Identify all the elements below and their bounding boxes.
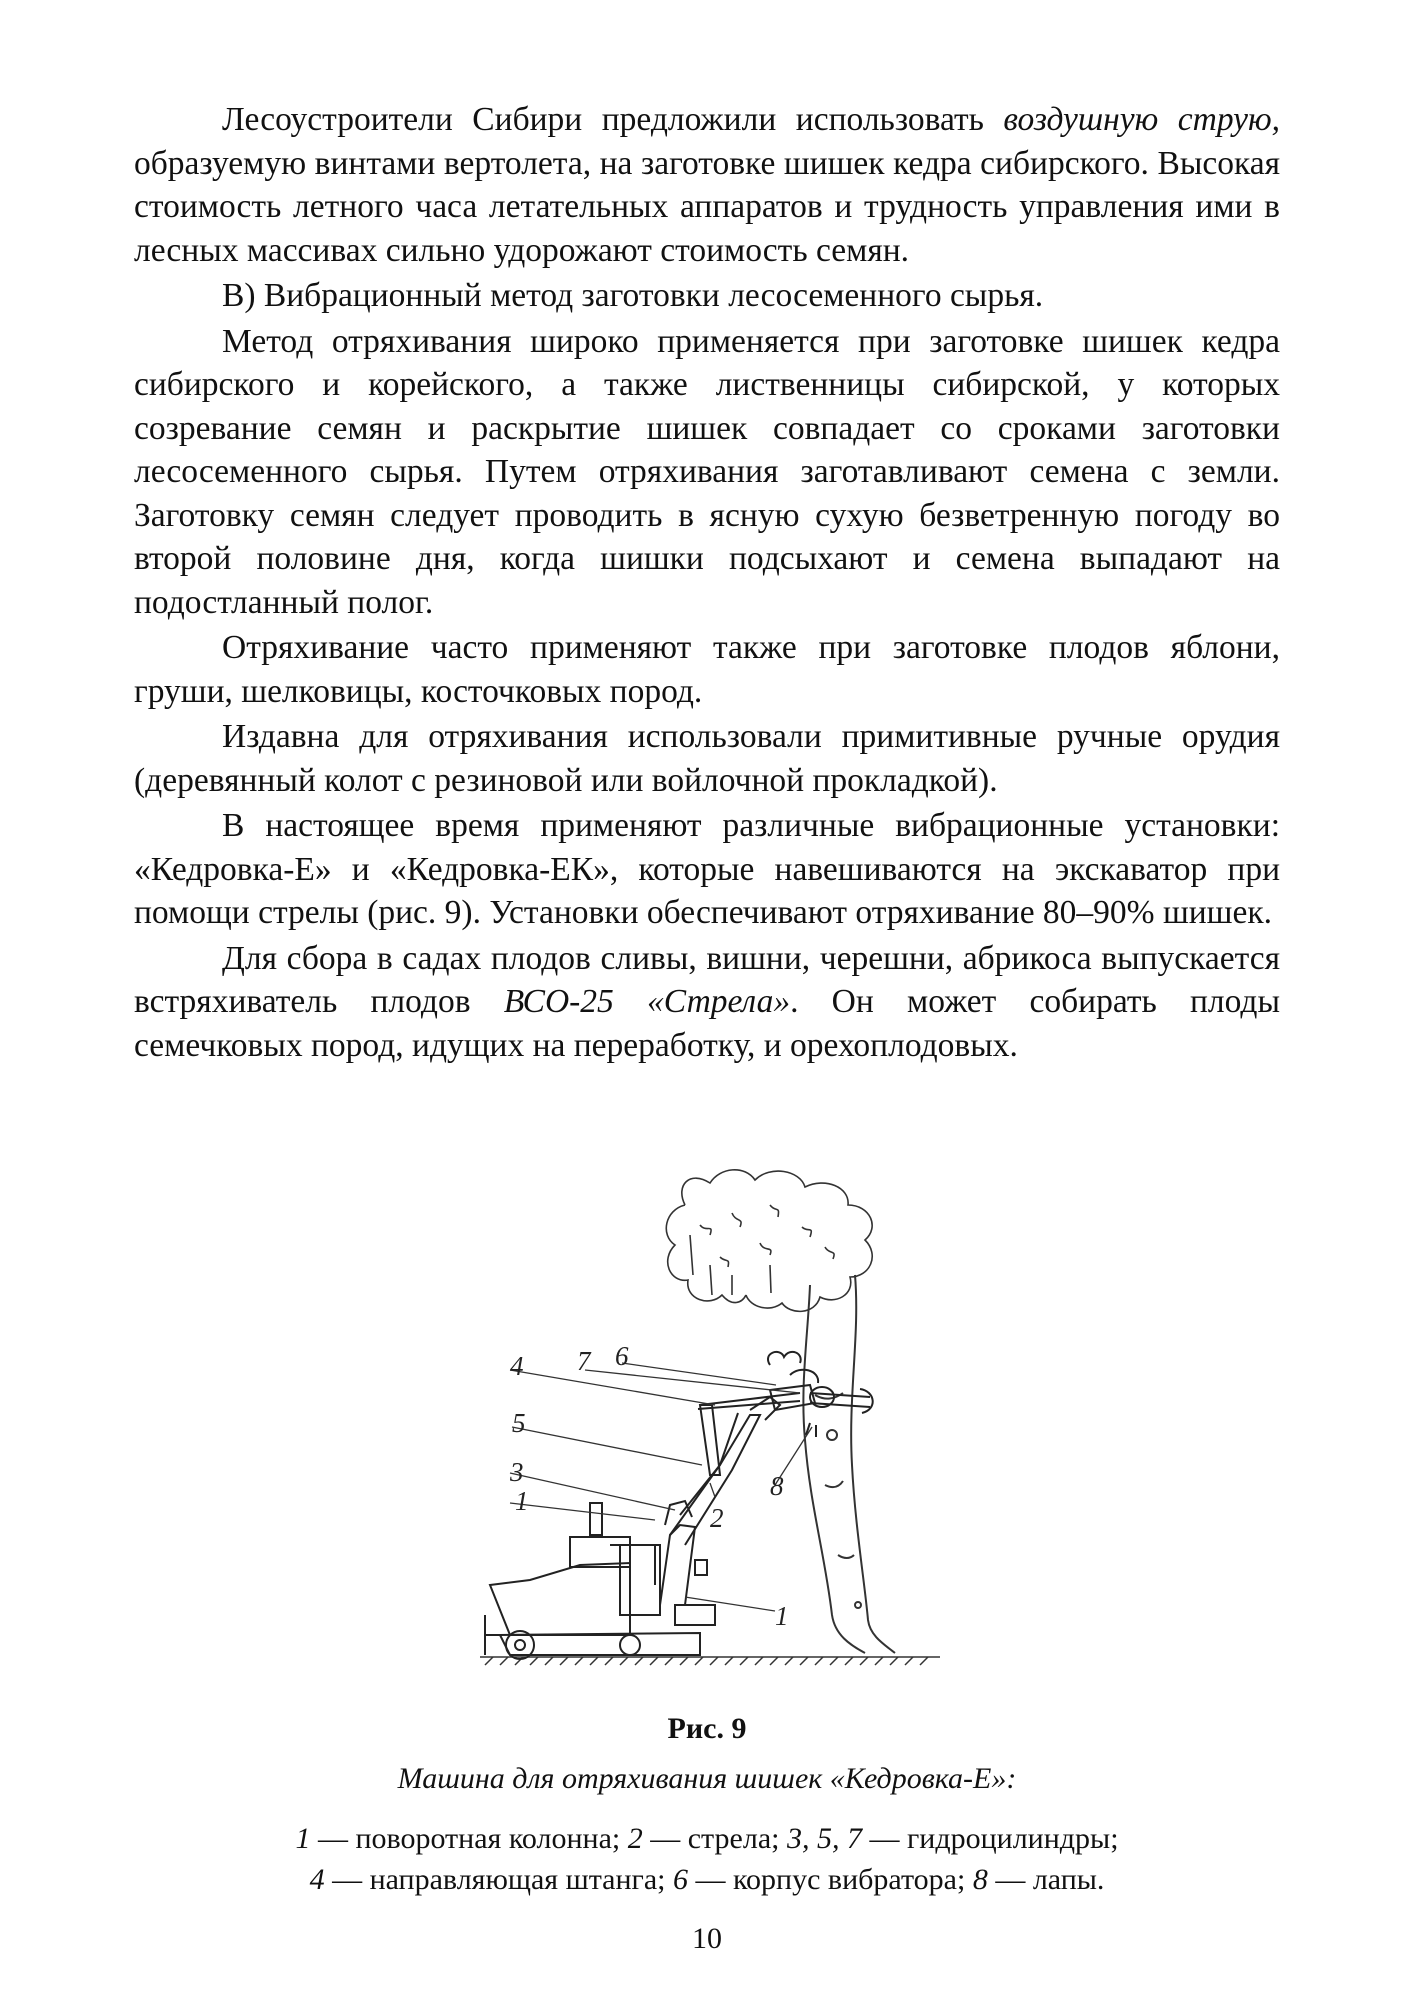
figure-number: Рис. 9 xyxy=(667,1712,747,1745)
text-run: Отряхивание часто применяют также при заготовке плодов яблони, груши, шелковицы, косточковых пород. xyxy=(134,629,1280,710)
paragraph xyxy=(134,274,1280,318)
text-run: — корпус вибратора; xyxy=(688,1863,973,1896)
text-run: 3, 5, 7 xyxy=(786,1822,862,1855)
text-run: ВСО-25 «Стрела» xyxy=(503,983,791,1020)
figure-kedrovka-machine xyxy=(470,1165,950,1695)
machine-illustration xyxy=(470,1165,950,1695)
label-1-upper: 1 xyxy=(515,1486,529,1516)
text-run: — стрела; xyxy=(642,1822,787,1855)
paragraph xyxy=(134,320,1280,625)
label-7: 7 xyxy=(577,1346,591,1376)
text-run: 2 xyxy=(627,1822,643,1855)
paragraph xyxy=(134,937,1280,1068)
text-run: воздушную струю, xyxy=(1003,101,1280,138)
text-run: . Он может собирать плоды семечковых пород, идущих на переработку, и орехоплодовых. xyxy=(134,983,1280,1064)
label-6: 6 xyxy=(615,1341,629,1371)
page-number: 10 xyxy=(692,1922,722,1955)
text-run: — направляющая штанга; xyxy=(324,1863,673,1896)
figure-caption: Машина для отряхивания шишек «Кедровка-Е»: xyxy=(397,1762,1017,1795)
text-run: образуемую винтами вертолета, на заготовке шишек кедра сибирского. Высокая стоимость летного часа летательных аппаратов и трудность управления ими в лесных массивах сильно удорожают стоимость семян. xyxy=(134,144,1280,269)
text-run: Лесоустроители Сибири предложили использовать xyxy=(222,101,1004,138)
label-1-lower: 1 xyxy=(775,1601,789,1631)
paragraph xyxy=(134,715,1280,802)
text-run: Для сбора в садах плодов сливы, вишни, черешни, абрикоса выпускается встряхиватель плодов xyxy=(134,939,1280,1020)
text-run: — лапы. xyxy=(987,1863,1105,1896)
legend-line xyxy=(0,1818,1414,1859)
paragraph xyxy=(134,804,1280,935)
label-4: 4 xyxy=(510,1351,524,1381)
tree-canopy-drawing xyxy=(666,1170,872,1312)
body-text xyxy=(134,98,1280,1069)
text-run: В настоящее время применяют различные вибрационные установки: «Кедровка-Е» и «Кедровка-ЕК», которые навешиваются на экскаватор при помощи стрелы (рис. 9). Установки обеспечивают отряхивание 80–90% шишек. xyxy=(134,807,1280,931)
tractor-drawing xyxy=(485,1503,715,1659)
legend-line xyxy=(0,1859,1414,1900)
figure-legend xyxy=(0,1818,1414,1900)
label-2: 2 xyxy=(710,1503,724,1533)
text-run: 4 xyxy=(309,1863,325,1896)
text-run: — гидроцилиндры; xyxy=(861,1822,1119,1855)
tree-trunk-drawing xyxy=(803,1275,895,1653)
text-run: Метод отряхивания широко применяется при заготовке шишек кедра сибирского и корейского, а также лиственницы сибирской, у которых созревание семян и раскрытие шишек совпадает со сроками заготовки лесосеменного сырья. Путем отряхивания заготавливают семена с земли. Заготовку семян следует проводить в ясную сухую безветренную погоду во второй половине дня, когда шишки подсыхают и семена выпадают на подостланный полог. xyxy=(134,322,1280,621)
text-run: 6 xyxy=(673,1863,688,1896)
ground-hatching xyxy=(480,1657,940,1665)
paragraph xyxy=(134,626,1280,713)
label-5: 5 xyxy=(512,1408,526,1438)
label-3: 3 xyxy=(510,1457,524,1487)
text-run: 8 xyxy=(972,1863,988,1896)
label-8: 8 xyxy=(770,1471,784,1501)
text-run: 1 xyxy=(295,1822,311,1855)
text-run: — поворотная колонна; xyxy=(310,1822,628,1855)
paragraph xyxy=(134,98,1280,272)
text-run: Издавна для отряхивания использовали примитивные ручные орудия (деревянный колот с резиновой или войлочной прокладкой). xyxy=(134,718,1280,799)
text-run: В) Вибрационный метод заготовки лесосеменного сырья. xyxy=(222,277,1044,314)
